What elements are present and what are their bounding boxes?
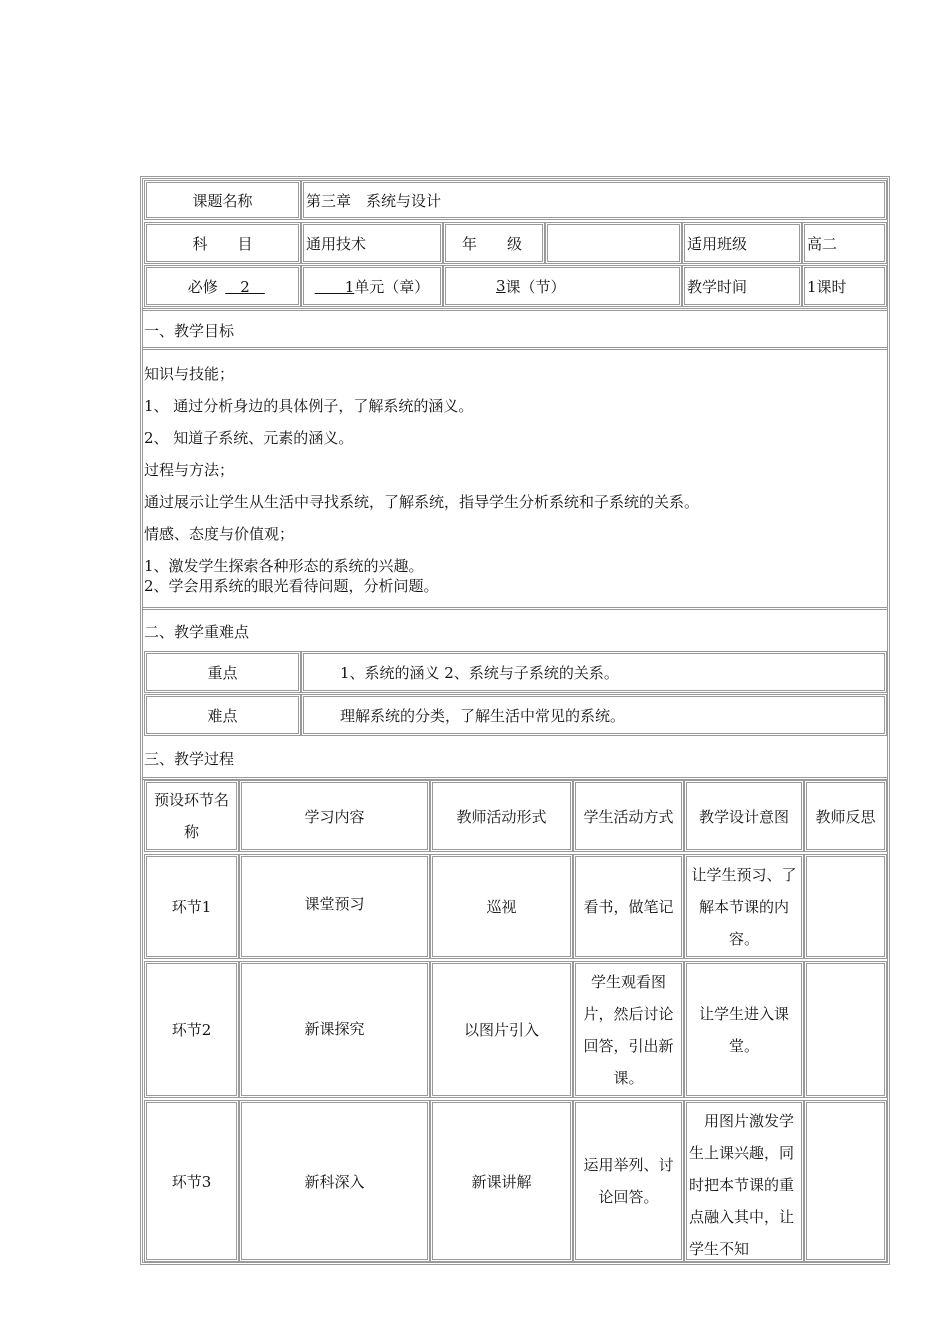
objective-line: 2、学会用系统的眼光看待问题，分析问题。 bbox=[144, 577, 439, 595]
required-prefix: 必修 bbox=[187, 277, 218, 296]
class-value-cell bbox=[802, 222, 887, 264]
table-row-stage: 环节3 bbox=[144, 1100, 239, 1262]
key-point-value: 1、系统的涵义 2、系统与子系统的关系。 bbox=[340, 663, 619, 682]
table-row-teacher: 以图片引入 bbox=[430, 961, 573, 1098]
section-1-title: 一、教学目标 bbox=[144, 322, 235, 340]
objective-line: 情感、态度与价值观； bbox=[144, 525, 295, 543]
difficulty-value-cell bbox=[301, 694, 887, 736]
column-header: 教师反思 bbox=[804, 780, 887, 852]
table-row-content: 新课探究 bbox=[239, 961, 430, 1098]
subject-value: 通用技术 bbox=[306, 234, 367, 253]
objective-line: 知识与技能； bbox=[144, 365, 235, 383]
time-label-cell bbox=[682, 265, 802, 307]
table-row-student: 运用举列、讨论回答。 bbox=[573, 1100, 684, 1262]
key-point-value-cell bbox=[301, 651, 887, 693]
class-label: 适用班级 bbox=[687, 234, 748, 253]
course-value-cell bbox=[301, 180, 887, 220]
key-point-label-cell bbox=[144, 651, 301, 693]
required-number: 2 bbox=[225, 277, 265, 296]
lesson-number: 3 bbox=[496, 277, 506, 295]
objective-line: 2、 知道子系统、元素的涵义。 bbox=[144, 429, 354, 447]
lesson-cell bbox=[443, 265, 682, 307]
grade-label: 年 级 bbox=[462, 234, 523, 253]
table-row-stage: 环节1 bbox=[144, 854, 239, 959]
objective-line: 1、激发学生探索各种形态的系统的兴趣。 bbox=[144, 557, 424, 575]
subject-value-cell bbox=[301, 222, 443, 264]
key-point-label: 重点 bbox=[207, 663, 238, 682]
course-label: 课题名称 bbox=[192, 191, 253, 210]
table-row-reflection bbox=[804, 854, 887, 959]
objective-line: 通过展示让学生从生活中寻找系统，了解系统，指导学生分析系统和子系统的关系。 bbox=[144, 493, 700, 511]
difficulty-label: 难点 bbox=[207, 706, 238, 725]
section-divider bbox=[143, 607, 887, 610]
section-divider bbox=[143, 347, 887, 350]
table-row-content: 课堂预习 bbox=[239, 854, 430, 959]
unit-number: 1 bbox=[314, 277, 355, 296]
table-row-reflection bbox=[804, 1100, 887, 1262]
class-value: 高二 bbox=[807, 234, 838, 253]
class-label-cell bbox=[682, 222, 802, 264]
table-row-student: 看书，做笔记 bbox=[573, 854, 684, 959]
table-row-reflection bbox=[804, 961, 887, 1098]
column-header: 预设环节名称 bbox=[144, 780, 239, 852]
objective-line: 过程与方法； bbox=[144, 461, 235, 479]
time-label: 教学时间 bbox=[687, 277, 748, 296]
table-row-stage: 环节2 bbox=[144, 961, 239, 1098]
grade-value-cell bbox=[545, 222, 682, 264]
table-row-intent: 用图片激发学生上课兴趣，同时把本节课的重点融入其中，让学生不知 bbox=[684, 1100, 804, 1262]
table-row-content: 新科深入 bbox=[239, 1100, 430, 1262]
unit-cell bbox=[301, 265, 443, 307]
table-row-intent: 让学生预习、了解本节课的内容。 bbox=[684, 854, 804, 959]
objective-line: 1、 通过分析身边的具体例子，了解系统的涵义。 bbox=[144, 397, 474, 415]
subject-label: 科 目 bbox=[192, 234, 253, 253]
section-divider bbox=[143, 308, 887, 311]
column-header: 教学设计意图 bbox=[684, 780, 804, 852]
difficulty-value: 理解系统的分类，了解生活中常见的系统。 bbox=[340, 706, 626, 725]
column-header: 学习内容 bbox=[239, 780, 430, 852]
grade-label-cell bbox=[443, 222, 545, 264]
course-value: 第三章 系统与设计 bbox=[306, 191, 442, 210]
time-value-cell bbox=[802, 265, 887, 307]
column-header: 教师活动形式 bbox=[430, 780, 573, 852]
course-label-cell bbox=[144, 180, 301, 220]
table-row-teacher: 巡视 bbox=[430, 854, 573, 959]
difficulty-label-cell bbox=[144, 694, 301, 736]
table-row-teacher: 新课讲解 bbox=[430, 1100, 573, 1262]
section-3-title: 三、教学过程 bbox=[144, 750, 235, 768]
time-value: 1课时 bbox=[807, 277, 847, 296]
lesson-suffix: 课（节） bbox=[505, 277, 566, 296]
table-row-intent: 让学生进入课堂。 bbox=[684, 961, 804, 1098]
column-header: 学生活动方式 bbox=[573, 780, 684, 852]
unit-suffix: 单元（章） bbox=[354, 277, 430, 296]
section-2-title: 二、教学重难点 bbox=[144, 623, 250, 641]
table-row-student: 学生观看图片，然后讨论回答，引出新课。 bbox=[573, 961, 684, 1098]
required-cell bbox=[144, 265, 301, 307]
subject-label-cell bbox=[144, 222, 301, 264]
